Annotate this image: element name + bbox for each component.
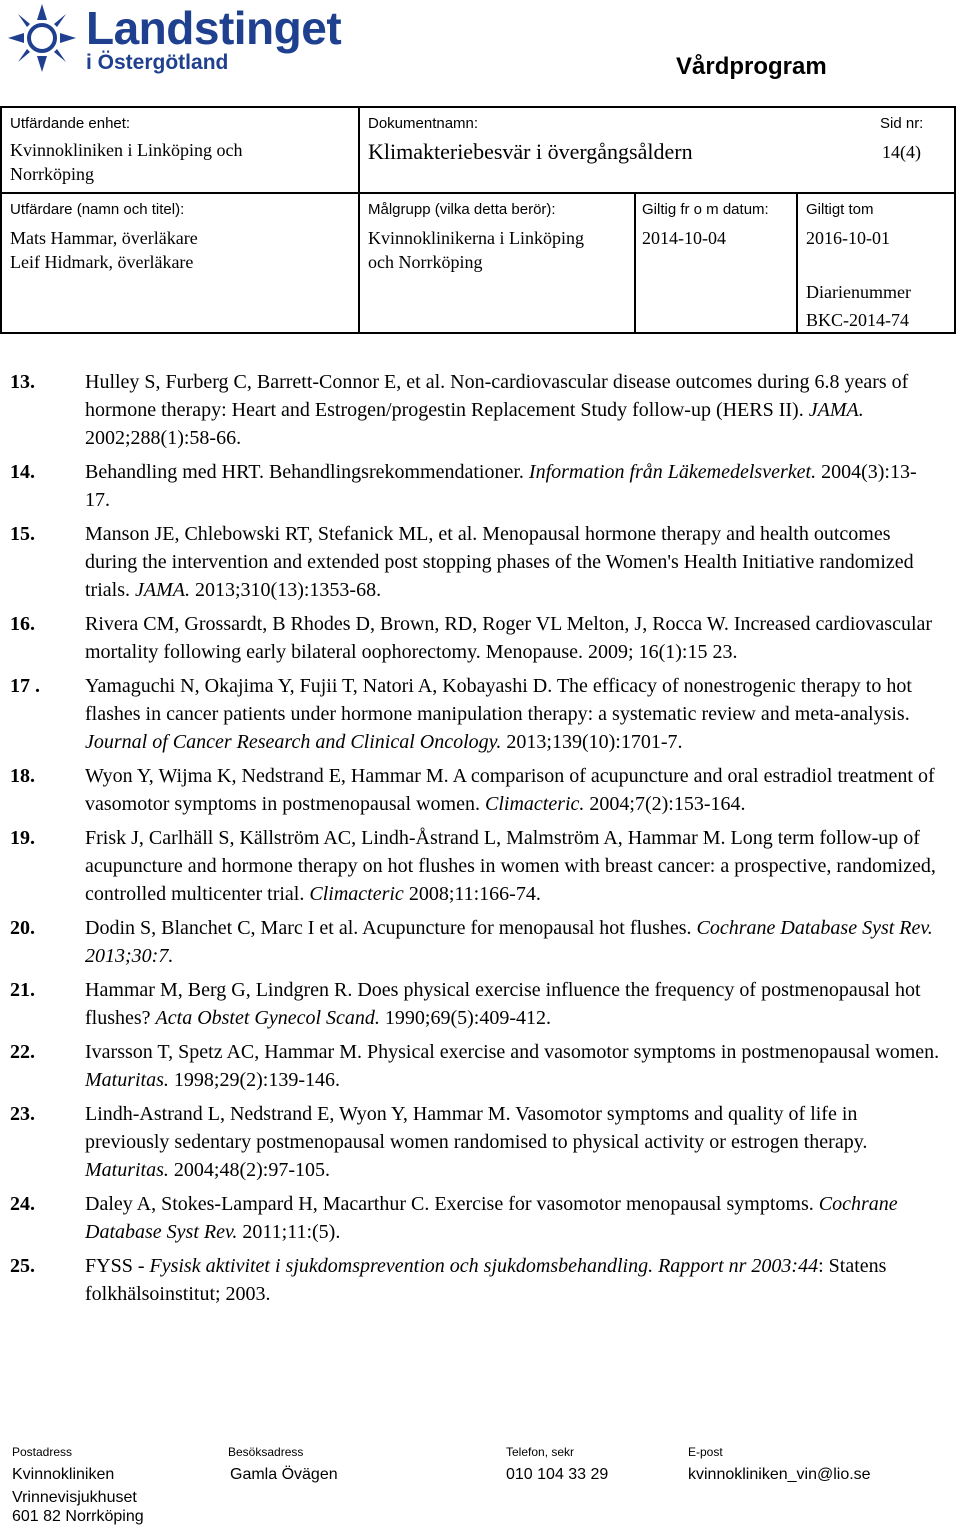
valid-to-value: 2016-10-01	[806, 228, 890, 248]
reference-item	[10, 1252, 940, 1308]
issuer-value: Kvinnokliniken i Linköping och Norrköping	[10, 140, 243, 184]
footer-visit-label: Besöksadress	[228, 1445, 304, 1459]
reference-source: Cochrane Database Syst Rev. 2013;30:7.	[85, 917, 933, 967]
reference-segment: 1990;69(5):409-412.	[379, 1007, 552, 1029]
reference-text	[85, 762, 940, 818]
audience-2: och Norrköping	[368, 252, 483, 272]
reference-segment: Ivarsson T, Spetz AC, Hammar M. Physical exercise and vasomotor symptoms in postmenopausal women.	[85, 1041, 940, 1063]
reference-text	[85, 368, 940, 452]
reference-text	[85, 1190, 940, 1246]
reference-segment: 2004(3):13-17.	[85, 461, 917, 511]
sun-emblem-icon	[6, 2, 78, 74]
reference-source: Information från Läkemedelsverket.	[528, 461, 817, 483]
reference-item	[10, 458, 940, 514]
reference-number: 24.	[10, 1193, 35, 1215]
landstinget-logo	[6, 2, 342, 76]
logo-subtitle: i Östergötland	[86, 51, 229, 74]
page-number-label: Sid nr:	[880, 115, 924, 132]
valid-from-value: 2014-10-04	[642, 228, 726, 248]
reference-number: 17 .	[10, 675, 40, 697]
valid-to-label: Giltigt tom	[806, 201, 874, 218]
reference-source: Acta Obstet Gynecol Scand.	[155, 1007, 380, 1029]
reference-source: Maturitas.	[85, 1159, 169, 1181]
reference-item	[10, 1038, 940, 1094]
diary-number-label: Diarienummer	[806, 282, 911, 302]
issuer-label: Utfärdande enhet:	[10, 115, 131, 132]
diary-number-value: BKC-2014-74	[806, 310, 909, 330]
valid-from-label: Giltig fr o m datum:	[642, 201, 769, 218]
reference-text	[85, 672, 940, 756]
reference-number: 15.	[10, 523, 35, 545]
audience-1: Kvinnoklinikerna i Linköping	[368, 228, 584, 248]
reference-segment: 2002;288(1):58-66.	[85, 427, 242, 449]
footer-phone-label: Telefon, sekr	[506, 1445, 575, 1459]
reference-text	[85, 976, 940, 1032]
reference-number: 18.	[10, 765, 35, 787]
header-divider-col3	[796, 192, 798, 334]
audience-label: Målgrupp (vilka detta berör):	[368, 201, 556, 218]
reference-segment: Manson JE, Chlebowski RT, Stefanick ML, et al. Menopausal hormone therapy and health outcomes during the intervention and extended post stopping phases of the Women's Health Initiative randomized trials.	[85, 523, 914, 601]
document-header-table	[0, 106, 956, 334]
reference-source: JAMA.	[135, 579, 190, 601]
logo-name: Landstinget	[86, 2, 342, 54]
reference-source: Climacteric	[309, 883, 404, 905]
reference-item	[10, 1100, 940, 1184]
reference-text	[85, 1252, 940, 1308]
footer-postal-label: Postadress	[12, 1445, 73, 1459]
reference-segment: Wyon Y, Wijma K, Nedstrand E, Hammar M. A comparison of acupuncture and oral estradiol treatment of vasomotor symptoms in postmenopausal women.	[85, 765, 935, 815]
page-number-value: 14(4)	[882, 142, 921, 162]
reference-number: 19.	[10, 827, 35, 849]
reference-source: Journal of Cancer Research and Clinical Oncology.	[85, 731, 502, 753]
author-1: Mats Hammar, överläkare	[10, 228, 198, 248]
reference-item	[10, 914, 940, 970]
reference-segment: 1998;29(2):139-146.	[168, 1069, 340, 1091]
reference-text	[85, 1038, 940, 1094]
reference-item	[10, 824, 940, 908]
reference-number: 22.	[10, 1041, 35, 1063]
footer-phone-value: 010 104 33 29	[506, 1466, 609, 1483]
reference-segment: 2013;310(13):1353-68.	[189, 579, 382, 601]
reference-segment: FYSS -	[85, 1255, 150, 1277]
footer-email-label: E-post	[688, 1445, 723, 1459]
reference-segment: 2011;11:(5).	[237, 1221, 341, 1243]
reference-text	[85, 824, 940, 908]
reference-segment: Daley A, Stokes-Lampard H, Macarthur C. Exercise for vasomotor menopausal symptoms.	[85, 1193, 819, 1215]
header-divider-row	[0, 192, 956, 194]
author-label: Utfärdare (namn och titel):	[10, 201, 185, 218]
reference-segment: 2013;139(10):1701-7.	[501, 731, 683, 753]
reference-number: 21.	[10, 979, 35, 1001]
docname-value: Klimakteriebesvär i övergångsåldern	[368, 139, 693, 164]
reference-item	[10, 762, 940, 818]
reference-number: 13.	[10, 371, 35, 393]
header-divider-col1	[358, 106, 360, 334]
document-type-title: Vårdprogram	[676, 53, 827, 80]
reference-item	[10, 368, 940, 452]
author-2: Leif Hidmark, överläkare	[10, 252, 194, 272]
reference-segment: Yamaguchi N, Okajima Y, Fujii T, Natori A, Kobayashi D. The efficacy of nonestrogenic therapy to hot flashes in cancer patients under hormone manipulation therapy: a systematic review and meta-analysis.	[85, 675, 912, 725]
reference-segment: : Statens folkhälsoinstitut; 2003.	[85, 1255, 887, 1305]
reference-text	[85, 610, 940, 666]
reference-segment: 2004;48(2):97-105.	[168, 1159, 330, 1181]
footer-visit-value: Gamla Övägen	[230, 1466, 338, 1483]
reference-text	[85, 1100, 940, 1184]
reference-source: JAMA.	[808, 399, 864, 421]
reference-number: 25.	[10, 1255, 35, 1277]
reference-source: Cochrane Database Syst Rev.	[85, 1193, 898, 1243]
reference-item	[10, 672, 940, 756]
footer-email-value: kvinnokliniken_vin@lio.se	[688, 1466, 871, 1483]
footer-postal-line3: 601 82 Norrköping	[12, 1508, 144, 1525]
reference-item	[10, 520, 940, 604]
footer-postal-line2: Vrinnevisjukhuset	[12, 1489, 137, 1506]
footer-postal-line1: Kvinnokliniken	[12, 1466, 115, 1483]
reference-number: 16.	[10, 613, 35, 635]
reference-text	[85, 458, 940, 514]
reference-segment: Rivera CM, Grossardt, B Rhodes D, Brown, RD, Roger VL Melton, J, Rocca W. Increased cardiovascular mortality following early bilateral oophorectomy. Menopause. 2009; 16(1):15 23.	[85, 613, 933, 663]
reference-text	[85, 914, 940, 970]
reference-segment: Hammar M, Berg G, Lindgren R. Does physical exercise influence the frequency of postmenopausal hot flushes?	[85, 979, 921, 1029]
reference-source: Climacteric.	[484, 793, 585, 815]
reference-source: Maturitas.	[85, 1069, 169, 1091]
reference-source: Fysisk aktivitet i sjukdomsprevention och sjukdomsbehandling. Rapport nr 2003:44	[149, 1255, 819, 1277]
page-footer	[0, 1440, 960, 1530]
header-divider-col2	[634, 192, 636, 334]
reference-segment: 2004;7(2):153-164.	[584, 793, 746, 815]
reference-segment: 2008;11:166-74.	[403, 883, 541, 905]
reference-segment: Frisk J, Carlhäll S, Källström AC, Lindh-Åstrand L, Malmström A, Hammar M. Long term follow-up of acupuncture and hormone therapy on hot flushes in women with breast cancer: a prospective, randomized, controlled multicenter trial.	[85, 827, 936, 905]
reference-segment: Hulley S, Furberg C, Barrett-Connor E, et al. Non-cardiovascular disease outcomes during 6.8 years of hormone therapy: Heart and Estrogen/progestin Replacement Study follow-up (HERS II).	[85, 371, 909, 421]
reference-segment: Behandling med HRT. Behandlingsrekommendationer.	[85, 461, 529, 483]
reference-number: 20.	[10, 917, 35, 939]
reference-segment: Dodin S, Blanchet C, Marc I et al. Acupuncture for menopausal hot flushes.	[85, 917, 697, 939]
reference-item	[10, 976, 940, 1032]
reference-list	[10, 368, 940, 1314]
docname-label: Dokumentnamn:	[368, 115, 479, 132]
reference-number: 23.	[10, 1103, 35, 1125]
reference-item	[10, 610, 940, 666]
reference-number: 14.	[10, 461, 35, 483]
reference-item	[10, 1190, 940, 1246]
reference-text	[85, 520, 940, 604]
reference-segment: Lindh-Astrand L, Nedstrand E, Wyon Y, Hammar M. Vasomotor symptoms and quality of life in previously sedentary postmenopausal women randomised to physical activity or estrogen therapy.	[85, 1103, 868, 1153]
